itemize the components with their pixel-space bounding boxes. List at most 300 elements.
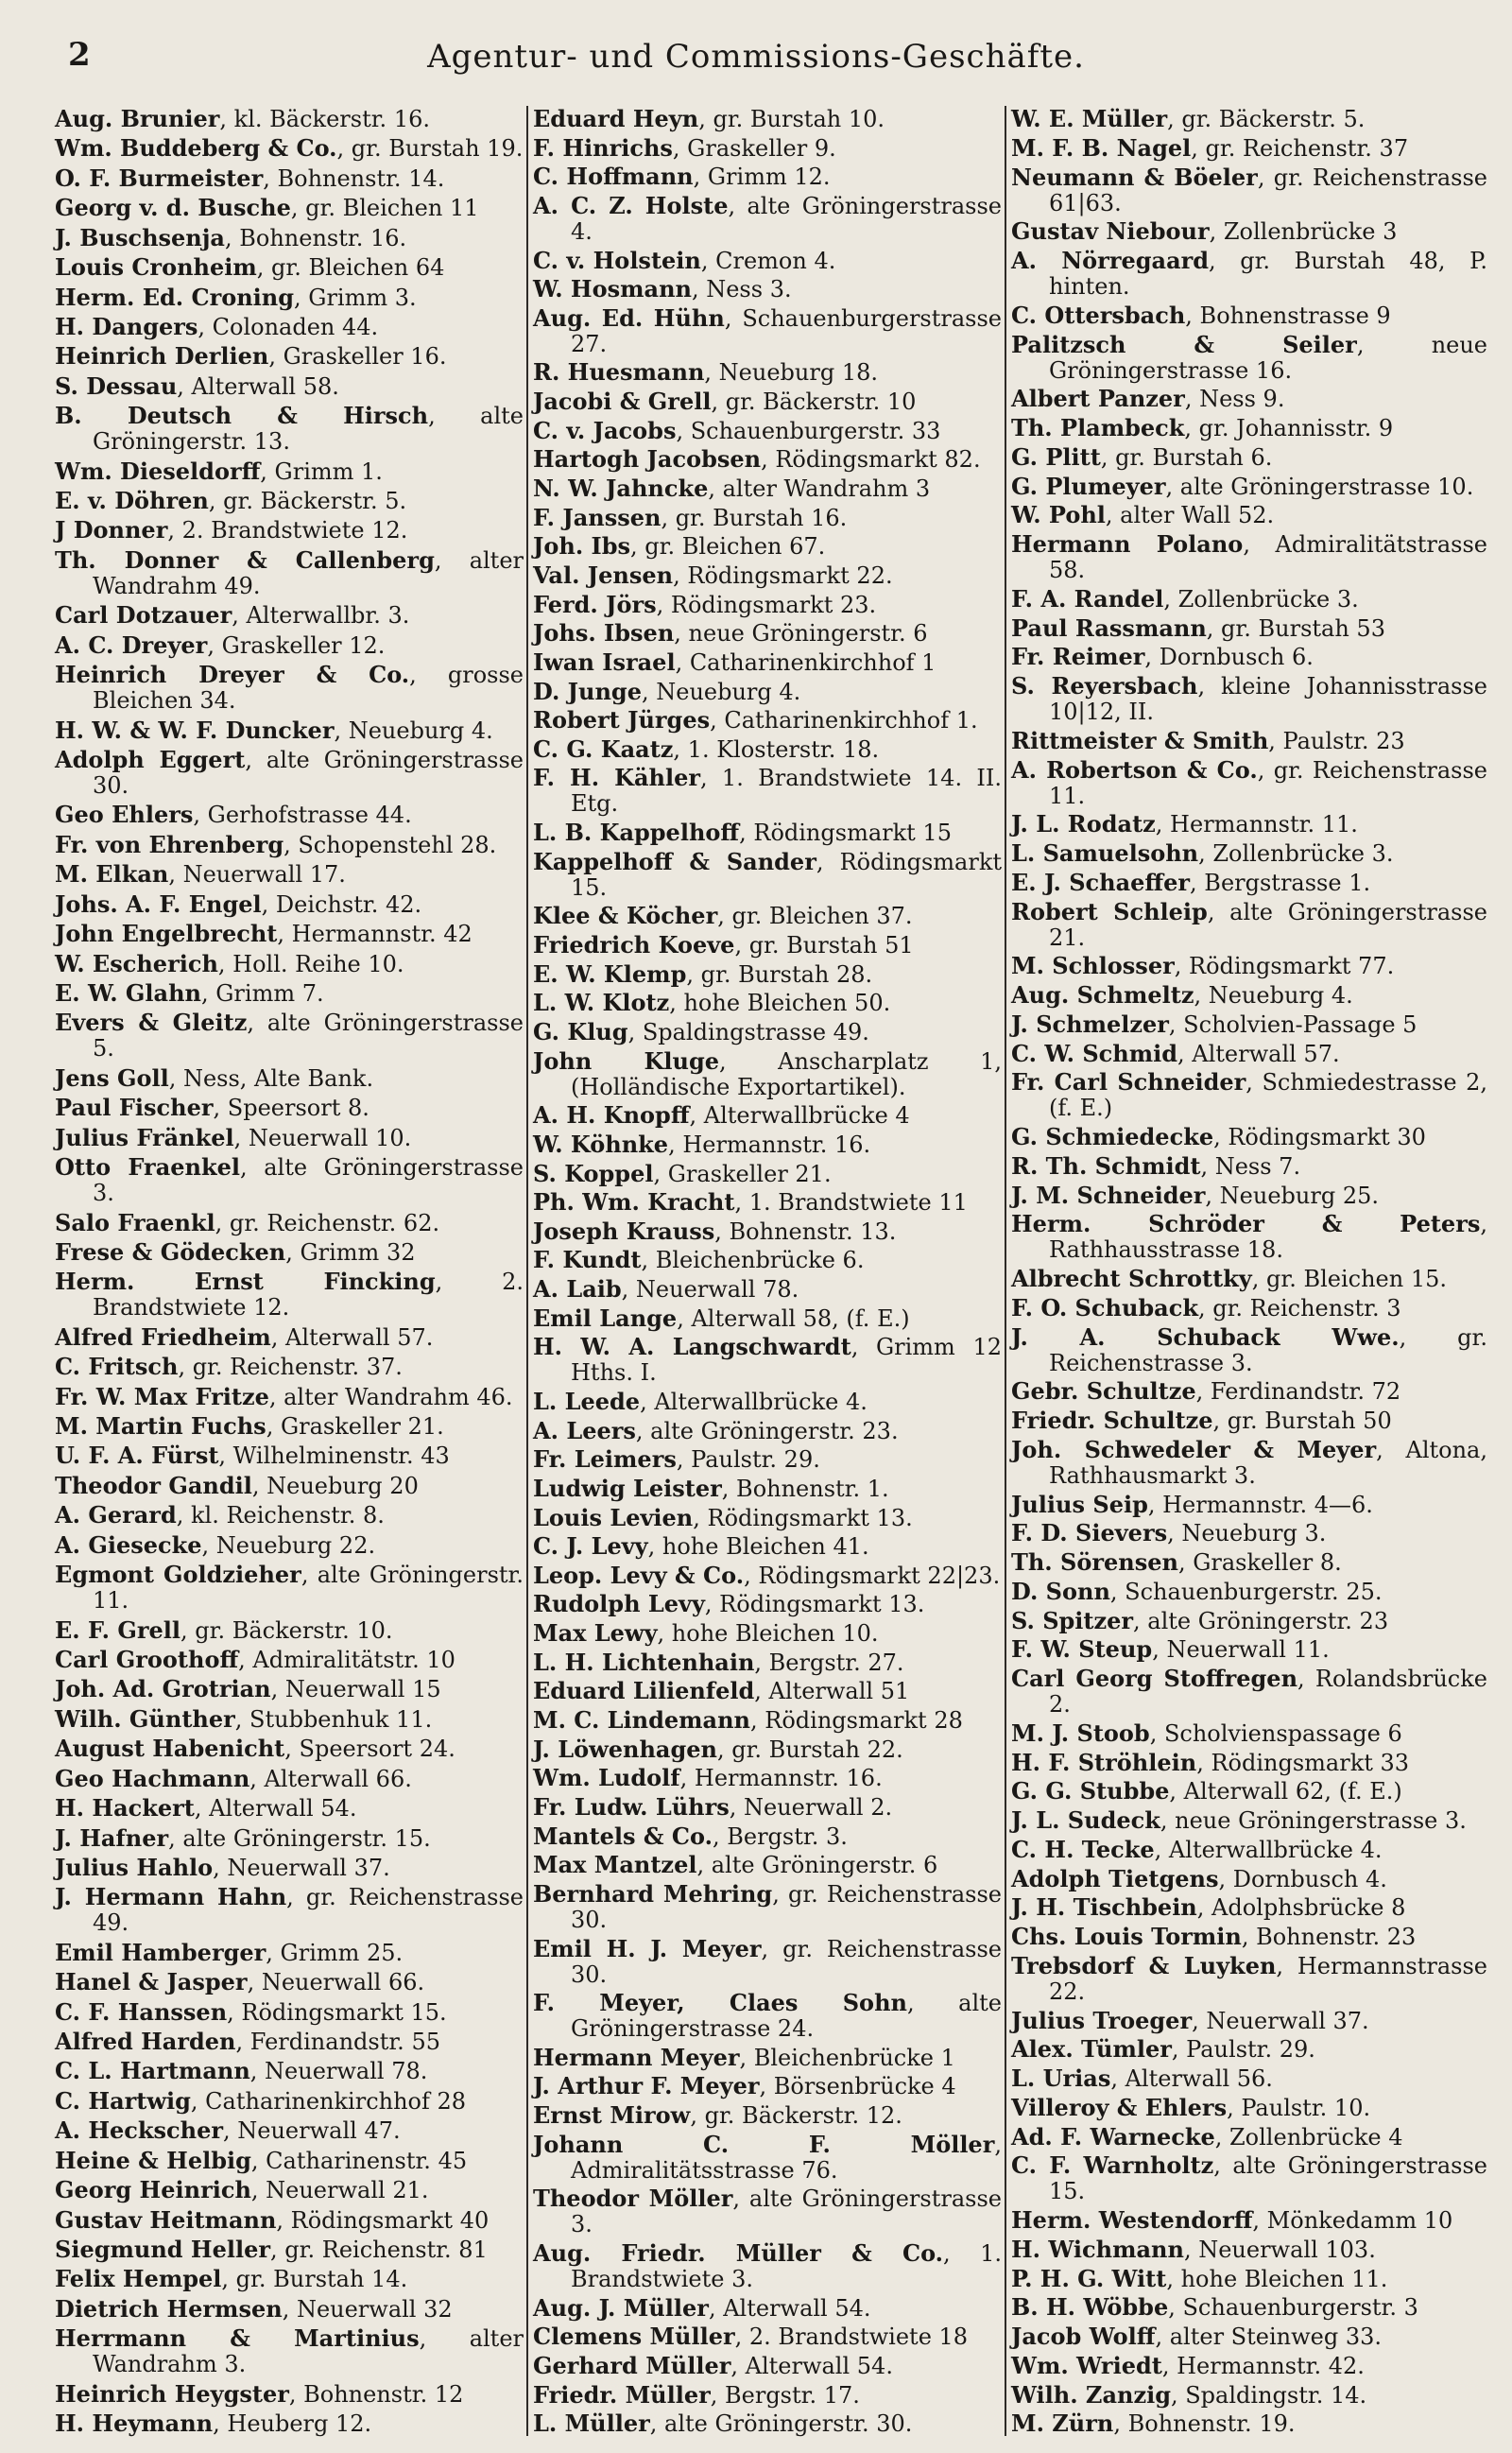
firm-name: H. Hackert bbox=[55, 1794, 195, 1822]
firm-address: , gr. Reichenstrasse 30. bbox=[571, 1935, 1002, 1988]
firm-address: , Alterwallbrücke 4. bbox=[1154, 1836, 1383, 1863]
firm-name: A. C. Z. Holste bbox=[533, 191, 729, 219]
directory-entry bbox=[55, 2381, 524, 2408]
directory-entry bbox=[55, 1855, 524, 1881]
firm-address: , alte Gröningerstr. 11. bbox=[93, 1562, 524, 1615]
firm-name: A. Nörregaard bbox=[1011, 247, 1210, 274]
running-title: Agentur- und Commissions-Geschäfte. bbox=[427, 38, 1085, 76]
firm-address: , alte Gröningerstrasse 3. bbox=[93, 1154, 524, 1207]
directory-entry bbox=[533, 446, 1002, 473]
firm-address: , Neueburg 3. bbox=[1167, 1520, 1327, 1547]
page-number: 2 bbox=[68, 36, 91, 74]
firm-address: , Neuerwall 2. bbox=[729, 1793, 893, 1821]
directory-entry bbox=[533, 1218, 1002, 1245]
firm-address: , Grimm 32 bbox=[285, 1238, 416, 1266]
firm-name: Th. Sörensen bbox=[1011, 1548, 1178, 1576]
directory-entry bbox=[55, 1095, 524, 1121]
firm-address: , Schopenstehl 28. bbox=[284, 831, 497, 858]
directory-entry bbox=[55, 1676, 524, 1702]
firm-address: , Admiralitätstr. 10 bbox=[238, 1646, 455, 1673]
directory-entry bbox=[533, 2102, 1002, 2129]
directory-entry bbox=[533, 1936, 1002, 1988]
firm-name: M. Zürn bbox=[1011, 2410, 1114, 2438]
firm-address: , Neueburg 4. bbox=[334, 717, 493, 744]
firm-name: Mantels & Co. bbox=[533, 1822, 713, 1850]
directory-entry bbox=[533, 820, 1002, 846]
firm-address: , Graskeller 16. bbox=[268, 343, 447, 371]
firm-name: G. Klug bbox=[533, 1017, 628, 1045]
directory-entry bbox=[533, 1794, 1002, 1821]
directory-entry bbox=[1011, 1378, 1487, 1405]
firm-address: , Spaldingstrasse 49. bbox=[627, 1018, 869, 1045]
firm-name: Egmont Goldzieher bbox=[55, 1561, 301, 1589]
firm-address: , Alterwall 57. bbox=[270, 1323, 434, 1351]
firm-name: Johs. Ibsen bbox=[533, 619, 675, 648]
directory-entry bbox=[55, 2296, 524, 2323]
column-divider bbox=[526, 106, 528, 2436]
directory-entry bbox=[55, 632, 524, 659]
directory-entry bbox=[1011, 2353, 1487, 2379]
directory-entry bbox=[55, 547, 524, 599]
firm-address: , Paulstr. 10. bbox=[1227, 2094, 1371, 2121]
directory-entry bbox=[55, 343, 524, 370]
firm-name: Ad. F. Warnecke bbox=[1011, 2122, 1215, 2151]
directory-entry bbox=[1011, 1324, 1487, 1376]
directory-entry bbox=[1011, 2152, 1487, 2204]
directory-entry bbox=[55, 1795, 524, 1822]
firm-address: , Paulstr. 23 bbox=[1268, 727, 1405, 754]
firm-name: J. L. Sudeck bbox=[1011, 1806, 1160, 1834]
firm-name: Frese & Gödecken bbox=[55, 1237, 286, 1266]
firm-name: S. Dessau bbox=[55, 371, 178, 400]
firm-address: , alte Gröningerstrasse 21. bbox=[1049, 898, 1487, 951]
firm-address: , Catharinenkirchhof 28 bbox=[190, 2087, 467, 2115]
firm-name: Wilh. Günther bbox=[55, 1704, 235, 1733]
firm-address: , Rödingsmarkt 15 bbox=[739, 820, 952, 847]
firm-name: H. W. A. Langschwardt bbox=[533, 1333, 851, 1361]
firm-name: Aug. J. Müller bbox=[533, 2293, 709, 2322]
firm-address: , Rödingsmarkt 40 bbox=[276, 2206, 490, 2234]
directory-entry bbox=[55, 602, 524, 629]
firm-address: , Grimm 12 Hths. I. bbox=[571, 1334, 1002, 1387]
firm-address: , Bergstr. 17. bbox=[710, 2381, 860, 2409]
firm-address: , Schauenburgerstr. 25. bbox=[1109, 1578, 1383, 1605]
firm-name: B. Deutsch & Hirsch bbox=[55, 402, 429, 430]
firm-name: C. Fritsch bbox=[55, 1353, 179, 1381]
page-header bbox=[0, 0, 1512, 95]
firm-address: , Schauenburgerstrasse 27. bbox=[571, 304, 1003, 357]
directory-entry bbox=[533, 1620, 1002, 1647]
firm-address: , Graskeller 9. bbox=[672, 134, 836, 162]
directory-entry bbox=[1011, 757, 1487, 809]
firm-address: , Graskeller 21. bbox=[653, 1160, 832, 1187]
firm-name: Adolph Eggert bbox=[55, 746, 246, 774]
directory-entry bbox=[533, 1823, 1002, 1850]
directory-entry bbox=[55, 314, 524, 340]
firm-name: E. v. Döhren bbox=[55, 487, 209, 515]
firm-name: Joh. Schwedeler & Meyer bbox=[1011, 1435, 1377, 1463]
directory-entry bbox=[533, 961, 1002, 988]
firm-name: Fr. Ludw. Lührs bbox=[533, 1792, 730, 1821]
directory-entry bbox=[533, 359, 1002, 386]
firm-address: , Paulstr. 29. bbox=[676, 1446, 820, 1474]
directory-entry bbox=[1011, 1069, 1487, 1121]
directory-entry bbox=[1011, 1549, 1487, 1576]
firm-address: , gr. Reichenstr. 62. bbox=[215, 1209, 440, 1236]
firm-address: , Catharinenkirchhof 1 bbox=[675, 648, 936, 676]
firm-name: Jens Goll bbox=[55, 1063, 169, 1092]
directory-entry bbox=[1011, 2065, 1487, 2092]
firm-name: C. v. Holstein bbox=[533, 246, 701, 274]
firm-name: C. v. Jacobs bbox=[533, 416, 677, 444]
directory-entry bbox=[1011, 386, 1487, 412]
firm-address: , Rödingsmarkt 28 bbox=[750, 1707, 963, 1735]
firm-address: , Alterwall 54. bbox=[708, 2294, 871, 2322]
firm-address: , Neueburg 20 bbox=[251, 1472, 419, 1499]
firm-name: Fr. Carl Schneider bbox=[1011, 1068, 1246, 1097]
directory-entry bbox=[533, 2045, 1002, 2071]
directory-entry bbox=[533, 2073, 1002, 2099]
firm-name: L. H. Lichtenhain bbox=[533, 1648, 755, 1676]
directory-entry bbox=[55, 1065, 524, 1092]
directory-entry bbox=[1011, 811, 1487, 838]
firm-address: , Hermannstr. 42 bbox=[277, 921, 472, 948]
directory-entry bbox=[1011, 1183, 1487, 1209]
firm-name: C. Ottersbach bbox=[1011, 301, 1186, 329]
firm-name: Emil H. J. Meyer bbox=[533, 1934, 762, 1962]
directory-entry bbox=[533, 193, 1002, 245]
firm-address: , Graskeller 21. bbox=[266, 1413, 444, 1441]
firm-address: , gr. Bleichen 67. bbox=[630, 533, 826, 561]
firm-name: Georg v. d. Busche bbox=[55, 194, 291, 222]
firm-name: Wm. Dieseldorff bbox=[55, 457, 261, 485]
firm-name: Geo Hachmann bbox=[55, 1764, 250, 1792]
firm-name: J. L. Rodatz bbox=[1011, 810, 1156, 838]
directory-entry bbox=[55, 980, 524, 1007]
firm-name: L. B. Kappelhoff bbox=[533, 819, 740, 847]
directory-column-3 bbox=[1011, 106, 1487, 2438]
firm-address: , Schauenburgerstr. 3 bbox=[1168, 2294, 1418, 2322]
firm-address: , Rödingsmarkt 22. bbox=[673, 561, 893, 589]
firm-address: , Zollenbrücke 4 bbox=[1214, 2123, 1403, 2151]
firm-address: , Bergstrasse 1. bbox=[1190, 869, 1371, 896]
firm-name: Leop. Levy & Co. bbox=[533, 1561, 745, 1589]
directory-entry bbox=[55, 2029, 524, 2055]
firm-name: Herrmann & Martinius bbox=[55, 2324, 420, 2353]
directory-entry bbox=[1011, 1720, 1487, 1747]
firm-name: J Donner bbox=[55, 516, 168, 544]
firm-name: Friedrich Koeve bbox=[533, 931, 735, 959]
firm-name: Rittmeister & Smith bbox=[1011, 726, 1269, 754]
firm-name: Robert Schleip bbox=[1011, 897, 1208, 925]
firm-address: , Rödingsmarkt 82. bbox=[761, 446, 981, 474]
firm-address: , Anscharplatz 1, (Holländische Exportartikel). bbox=[571, 1047, 1002, 1100]
directory-entry bbox=[55, 1413, 524, 1440]
directory-entry bbox=[533, 1102, 1002, 1129]
firm-address: , Neuerwall 78. bbox=[249, 2058, 428, 2085]
firm-address: , Neuerwall 15 bbox=[270, 1676, 441, 1703]
firm-name: Wm. Ludolf bbox=[533, 1764, 680, 1792]
firm-address: , Schmiedestrasse 2, (f. E.) bbox=[1049, 1069, 1487, 1122]
directory-entry bbox=[533, 1189, 1002, 1216]
directory-entry bbox=[55, 106, 524, 132]
firm-name: John Engelbrecht bbox=[55, 920, 278, 948]
firm-address: , Neuerwall 47. bbox=[223, 2117, 401, 2145]
firm-name: M. Elkan bbox=[55, 860, 169, 889]
firm-address: , Bohnenstr. 13. bbox=[714, 1218, 897, 1245]
firm-name: Wm. Wriedt bbox=[1011, 2351, 1162, 2379]
firm-address: , gr. Bleichen 11 bbox=[290, 195, 479, 222]
directory-entry bbox=[1011, 1153, 1487, 1180]
firm-address: , Deichstr. 42. bbox=[261, 890, 422, 918]
directory-entry bbox=[55, 2058, 524, 2084]
directory-entry bbox=[533, 1161, 1002, 1187]
directory-entry bbox=[1011, 982, 1487, 1009]
firm-name: Gustav Heitmann bbox=[55, 2205, 277, 2234]
firm-address: , gr. Bäckerstr. 12. bbox=[690, 2102, 902, 2130]
directory-entry bbox=[55, 2148, 524, 2174]
directory-entry bbox=[1011, 728, 1487, 754]
firm-address: , gr. Reichenstrasse 49. bbox=[93, 1884, 524, 1937]
firm-address: , hohe Bleichen 11. bbox=[1166, 2265, 1388, 2292]
directory-entry bbox=[55, 747, 524, 799]
firm-name: W. Pohl bbox=[1011, 501, 1106, 529]
firm-name: Herm. Schröder & Peters bbox=[1011, 1210, 1481, 1238]
firm-address: , Bohnenstr. 14. bbox=[263, 164, 445, 192]
directory-entry bbox=[1011, 2237, 1487, 2263]
directory-entry bbox=[1011, 2323, 1487, 2350]
firm-address: , Ferdinandstr. 72 bbox=[1195, 1378, 1401, 1406]
firm-address: , Bohnenstr. 1. bbox=[721, 1475, 889, 1502]
directory-entry bbox=[533, 562, 1002, 589]
firm-name: Val. Jensen bbox=[533, 561, 674, 589]
firm-name: J. Arthur F. Meyer bbox=[533, 2072, 760, 2100]
firm-address: , gr. Burstah 28. bbox=[686, 960, 873, 988]
directory-entry bbox=[55, 1442, 524, 1469]
directory-entry bbox=[55, 1884, 524, 1936]
firm-address: , hohe Bleichen 41. bbox=[647, 1533, 869, 1561]
firm-address: , gr. Reichenstr. 37 bbox=[1191, 134, 1409, 162]
directory-entry bbox=[55, 1999, 524, 2026]
directory-entry bbox=[1011, 2095, 1487, 2121]
firm-name: J. Schmelzer bbox=[1011, 1010, 1169, 1038]
firm-name: J. Löwenhagen bbox=[533, 1735, 717, 1763]
firm-name: F. Meyer, Claes Sohn bbox=[533, 1989, 907, 2017]
directory-entry bbox=[533, 1389, 1002, 1415]
firm-address: , Rödingsmarkt 22|23. bbox=[744, 1562, 1001, 1589]
directory-entry bbox=[55, 1969, 524, 1995]
firm-address: , Neueburg 4. bbox=[641, 678, 801, 705]
firm-name: W. Hosmann bbox=[533, 275, 692, 303]
directory-entry bbox=[55, 1154, 524, 1206]
directory-entry bbox=[55, 1766, 524, 1792]
firm-address: , alte Gröningerstr. 23 bbox=[1133, 1607, 1389, 1634]
firm-address: , Hermannstr. 16. bbox=[668, 1131, 871, 1158]
firm-address: , Graskeller 12. bbox=[207, 631, 386, 659]
firm-address: , Bohnenstr. 23 bbox=[1241, 1924, 1417, 1950]
firm-name: M. F. B. Nagel bbox=[1011, 133, 1192, 162]
firm-name: Gustav Niebour bbox=[1011, 217, 1210, 246]
firm-name: Jacobi & Grell bbox=[533, 388, 712, 416]
firm-name: Rudolph Levy bbox=[533, 1590, 705, 1618]
firm-address: , gr. Johannisstr. 9 bbox=[1184, 415, 1394, 441]
firm-name: Carl Dotzauer bbox=[55, 601, 232, 630]
directory-entry bbox=[55, 2207, 524, 2234]
directory-entry bbox=[533, 932, 1002, 959]
firm-address: , Neueburg 22. bbox=[201, 1531, 376, 1559]
firm-name: J. Buschsenja bbox=[55, 223, 225, 251]
firm-address: , Neuerwall 10. bbox=[233, 1124, 412, 1151]
firm-name: Alfred Harden bbox=[55, 2028, 236, 2056]
firm-name: Palitzsch & Seiler bbox=[1011, 330, 1357, 358]
firm-name: Th. Donner & Callenberg bbox=[55, 545, 435, 574]
firm-address: , Rödingsmarkt 15. bbox=[571, 848, 1003, 901]
firm-address: , Zollenbrücke 3. bbox=[1198, 840, 1394, 867]
directory-entry bbox=[1011, 1608, 1487, 1634]
firm-name: Carl Georg Stoffregen bbox=[1011, 1665, 1298, 1692]
firm-name: Clemens Müller bbox=[533, 2323, 735, 2351]
directory-entry bbox=[1011, 1492, 1487, 1518]
firm-name: A. Laib bbox=[533, 1275, 622, 1304]
firm-name: August Habenicht bbox=[55, 1735, 285, 1763]
firm-name: C. G. Kaatz bbox=[533, 734, 674, 763]
firm-name: Georg Heinrich bbox=[55, 2176, 251, 2204]
directory-entry bbox=[1011, 164, 1487, 216]
firm-name: H. F. Ströhlein bbox=[1011, 1748, 1197, 1776]
directory-entry bbox=[1011, 1666, 1487, 1718]
firm-name: J. A. Schuback Wwe. bbox=[1011, 1322, 1400, 1351]
directory-entry bbox=[55, 1210, 524, 1236]
firm-name: Emil Lange bbox=[533, 1304, 678, 1332]
firm-name: Salo Fraenkl bbox=[55, 1208, 215, 1236]
firm-name: Joseph Krauss bbox=[533, 1217, 715, 1245]
firm-name: Albrecht Schrottky bbox=[1011, 1265, 1252, 1292]
firm-name: Felix Hempel bbox=[55, 2265, 222, 2293]
firm-address: , Rödingsmarkt 13. bbox=[704, 1591, 925, 1618]
directory-entry bbox=[533, 305, 1002, 357]
firm-name: H. Wichmann bbox=[1011, 2235, 1184, 2263]
firm-address: , gr. Reichenstr. 37. bbox=[178, 1354, 403, 1381]
directory-entry bbox=[533, 592, 1002, 618]
directory-entry bbox=[1011, 1778, 1487, 1805]
firm-name: Julius Troeger bbox=[1011, 2006, 1193, 2034]
firm-name: E. J. Schaeffer bbox=[1011, 868, 1191, 896]
directory-entry bbox=[533, 1707, 1002, 1734]
directory-entry bbox=[533, 1476, 1002, 1502]
directory-entry bbox=[1011, 415, 1487, 441]
directory-entry bbox=[1011, 1295, 1487, 1322]
firm-name: A. Robertson & Co. bbox=[1011, 755, 1258, 784]
firm-address: , Alterwall 62, (f. E.) bbox=[1169, 1778, 1402, 1805]
firm-address: , Rödingsmarkt 15. bbox=[227, 1998, 447, 2026]
directory-entry bbox=[1011, 1211, 1487, 1263]
directory-entry bbox=[533, 1650, 1002, 1676]
firm-name: Louis Cronheim bbox=[55, 253, 257, 282]
firm-address: , Ness, Alte Bank. bbox=[168, 1064, 374, 1092]
firm-name: Gerhard Müller bbox=[533, 2351, 731, 2379]
directory-entry bbox=[1011, 1807, 1487, 1834]
firm-name: F. H. Kähler bbox=[533, 764, 700, 792]
directory-entry bbox=[533, 620, 1002, 647]
firm-address: , Grimm 3. bbox=[294, 284, 417, 311]
directory-entry bbox=[55, 1125, 524, 1151]
firm-address: , alte Gröningerstrasse 30. bbox=[93, 747, 524, 800]
firm-address: , alte Gröningerstr. 13. bbox=[93, 403, 524, 456]
firm-name: Ph. Wm. Kracht bbox=[533, 1188, 735, 1217]
firm-address: , gr. Burstah 53 bbox=[1206, 614, 1385, 642]
directory-entry bbox=[55, 517, 524, 544]
directory-entry bbox=[1011, 2294, 1487, 2321]
firm-name: Joh. Ibs bbox=[533, 532, 631, 561]
firm-name: S. Spitzer bbox=[1011, 1606, 1134, 1634]
firm-address: , alter Wandrahm 3. bbox=[93, 2325, 524, 2378]
firm-name: C. F. Hanssen bbox=[55, 1997, 228, 2026]
firm-address: , Rödingsmarkt 77. bbox=[1174, 953, 1395, 980]
firm-name: Johs. A. F. Engel bbox=[55, 890, 262, 918]
firm-address: , gr. Reichenstrasse 61|63. bbox=[1049, 164, 1487, 216]
firm-address: , Paulstr. 29. bbox=[1171, 2036, 1315, 2064]
firm-address: , Rödingsmarkt 33 bbox=[1196, 1749, 1410, 1776]
firm-address: , Alterwall 54. bbox=[730, 2352, 893, 2379]
firm-name: N. W. Jahncke bbox=[533, 475, 709, 503]
firm-address: , Admiralitätsstrasse 76. bbox=[571, 2131, 1002, 2184]
directory-entry bbox=[55, 1354, 524, 1380]
firm-name: F. O. Schuback bbox=[1011, 1293, 1198, 1322]
firm-name: Herm. Ernst Fincking bbox=[55, 1268, 436, 1296]
firm-name: Klee & Köcher bbox=[533, 902, 718, 930]
directory-entry bbox=[55, 1647, 524, 1673]
firm-address: , gr. Reichenstrasse 30. bbox=[571, 1880, 1002, 1933]
directory-entry bbox=[533, 903, 1002, 929]
directory-entry bbox=[533, 533, 1002, 560]
directory-entry bbox=[533, 1418, 1002, 1444]
directory-entry bbox=[55, 1825, 524, 1852]
firm-name: Julius Fränkel bbox=[55, 1123, 234, 1151]
firm-address: , Alterwall 58, (f. E.) bbox=[677, 1304, 910, 1332]
directory-entry bbox=[1011, 1837, 1487, 1863]
firm-address: , kleine Johannisstrasse 10|12, II. bbox=[1049, 673, 1488, 725]
directory-entry bbox=[55, 1617, 524, 1644]
firm-address: , 2. Brandstwiete 12. bbox=[93, 1269, 524, 1322]
firm-address: , Neueburg 4. bbox=[1194, 982, 1353, 1009]
directory-entry bbox=[533, 707, 1002, 734]
firm-name: D. Sonn bbox=[1011, 1577, 1110, 1605]
firm-address: , Speersort 8. bbox=[213, 1095, 369, 1122]
directory-entry bbox=[1011, 1437, 1487, 1489]
firm-address: , alte Gröningerstr. 6 bbox=[696, 1852, 938, 1879]
firm-name: E. F. Grell bbox=[55, 1615, 180, 1644]
directory-entry bbox=[533, 2240, 1002, 2292]
firm-name: F. Janssen bbox=[533, 503, 662, 531]
directory-entry bbox=[1011, 302, 1487, 329]
directory-entry bbox=[533, 649, 1002, 676]
firm-address: , alter Wall 52. bbox=[1105, 502, 1275, 529]
directory-entry bbox=[1011, 1866, 1487, 1892]
firm-address: , alte Gröningerstrasse 5. bbox=[93, 1010, 524, 1062]
directory-entry bbox=[1011, 332, 1487, 384]
firm-address: , Adolphsbrücke 8 bbox=[1196, 1894, 1406, 1922]
directory-entry bbox=[533, 736, 1002, 763]
firm-name: Ferd. Jörs bbox=[533, 590, 657, 618]
firm-name: M. C. Lindemann bbox=[533, 1706, 751, 1735]
firm-address: , Ness 9. bbox=[1184, 386, 1285, 413]
directory-entry bbox=[533, 418, 1002, 444]
firm-address: , hohe Bleichen 50. bbox=[669, 990, 891, 1017]
directory-entry bbox=[533, 1678, 1002, 1704]
directory-entry bbox=[533, 679, 1002, 705]
firm-name: C. H. Tecke bbox=[1011, 1835, 1155, 1863]
directory-entry bbox=[533, 505, 1002, 531]
